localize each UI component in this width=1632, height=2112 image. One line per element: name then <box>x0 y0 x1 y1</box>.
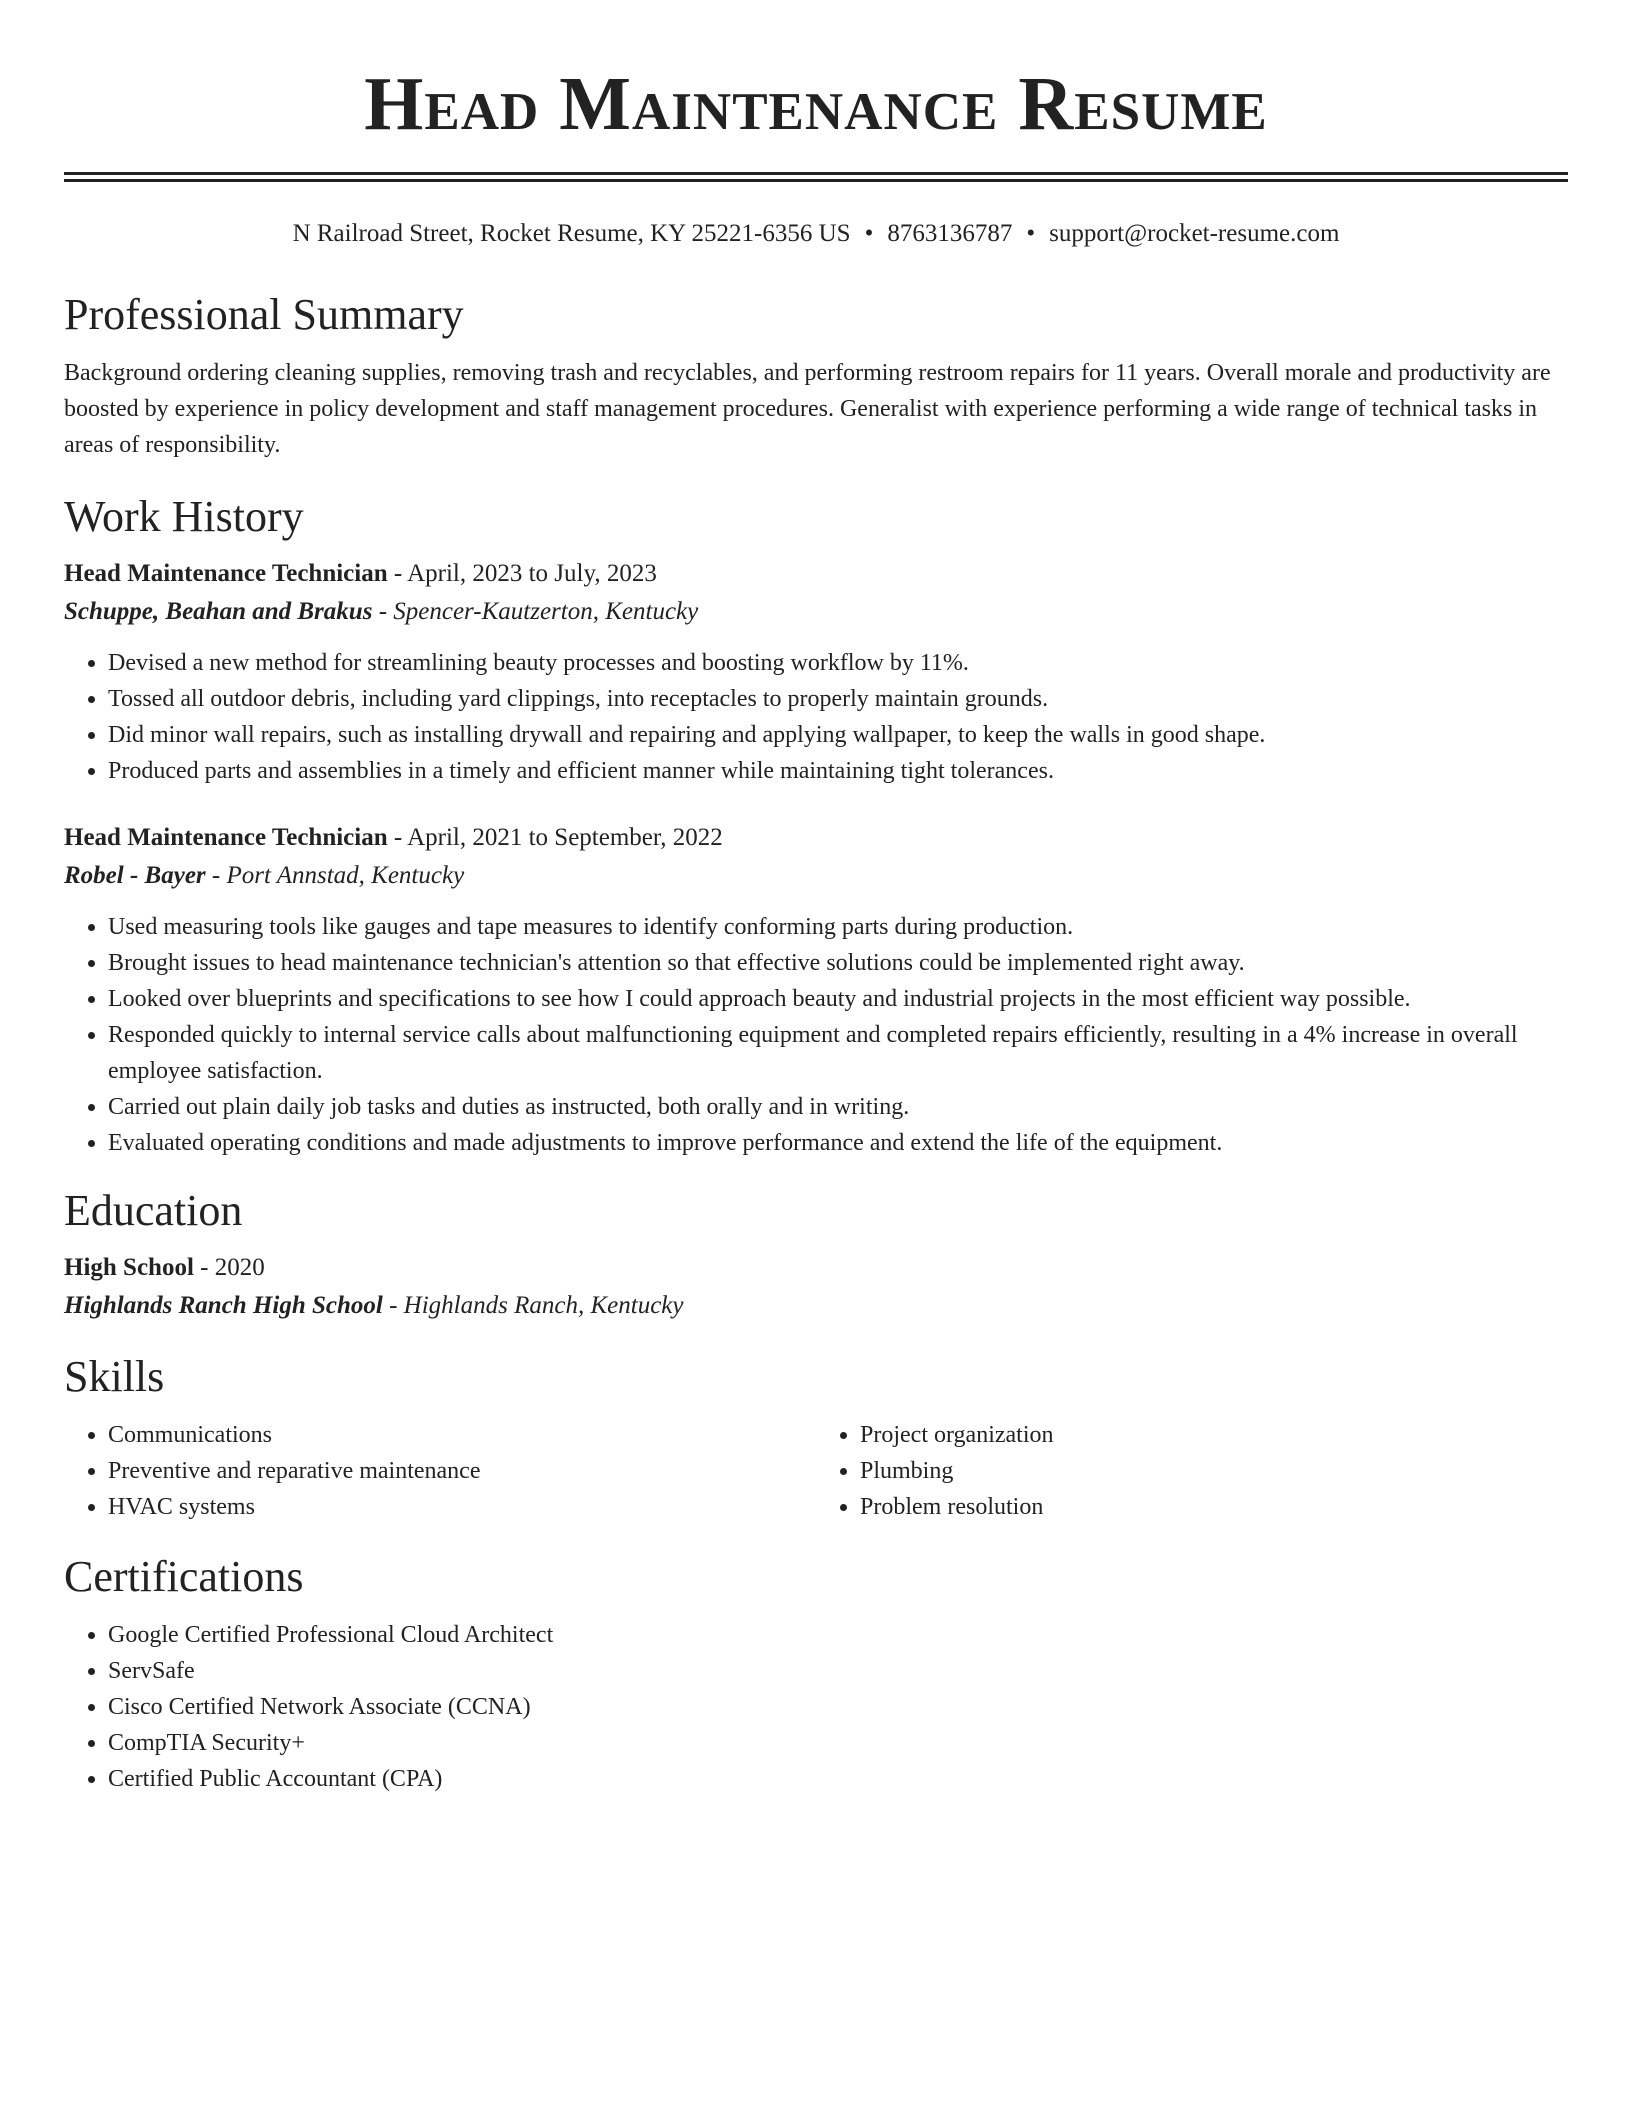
job-title-line <box>64 555 1568 593</box>
certification-item: • Certified Public Accountant (CPA) <box>108 1761 1568 1797</box>
job-company-line <box>64 857 1568 895</box>
title-divider-bottom <box>64 179 1568 182</box>
contact-email: support@rocket-resume.com <box>1049 220 1340 247</box>
list-item: • Devised a new method for streamlining beauty processes and boosting workflow by 11%. <box>108 645 1568 681</box>
job-entry <box>64 819 1568 1161</box>
summary-text: Background ordering cleaning supplies, removing trash and recyclables, and performing restroom repairs for 11 years. Overall morale and productivity are boosted by experience in policy development and staff management procedures. Generalist with experience performing a wide range of technical tasks in areas of responsibility. <box>64 360 1551 458</box>
list-item: • Did minor wall repairs, such as installing drywall and repairing and applying wallpaper, to keep the walls in good shape. <box>108 717 1568 753</box>
skills-columns <box>64 1417 1568 1525</box>
skills-list-right <box>816 1417 1568 1525</box>
resume-title: Head Maintenance Resume <box>364 62 1268 146</box>
job-title: Head Maintenance Technician <box>64 824 388 851</box>
list-item: • Responded quickly to internal service calls about malfunctioning equipment and completed repairs efficiently, resulting in a 4% increase in overall employee satisfaction. <box>108 1017 1568 1089</box>
contact-phone: 8763136787 <box>887 220 1013 247</box>
skill-item: • Project organization <box>860 1417 1568 1453</box>
skill-item: • Preventive and reparative maintenance <box>108 1453 816 1489</box>
certification-item: • CompTIA Security+ <box>108 1725 1568 1761</box>
list-item: • Evaluated operating conditions and made adjustments to improve performance and extend the life of the equipment. <box>108 1125 1568 1161</box>
summary-heading: Professional Summary <box>64 290 464 339</box>
job-location: - Port Annstad, Kentucky <box>205 862 465 889</box>
skill-item: • Communications <box>108 1417 816 1453</box>
contact-line <box>64 216 1568 252</box>
list-item: • Brought issues to head maintenance technician's attention so that effective solutions could be implemented right away. <box>108 945 1568 981</box>
contact-separator: • <box>864 220 874 247</box>
job-location: - Spencer-Kautzerton, Kentucky <box>372 598 699 625</box>
skills-heading: Skills <box>64 1352 165 1401</box>
job-duties-list <box>64 645 1568 789</box>
degree-line <box>64 1249 1568 1287</box>
job-entry <box>64 555 1568 789</box>
list-item: • Produced parts and assemblies in a timely and efficient manner while maintaining tight tolerances. <box>108 753 1568 789</box>
contact-separator: • <box>1026 220 1036 247</box>
education-heading: Education <box>64 1186 243 1235</box>
contact-address: N Railroad Street, Rocket Resume, KY 25221-6356 US <box>292 220 851 247</box>
degree: High School <box>64 1254 194 1281</box>
education-entry <box>64 1249 1568 1325</box>
job-dates: - April, 2021 to September, 2022 <box>387 824 723 851</box>
school-line <box>64 1287 1568 1325</box>
job-company: Robel - Bayer <box>64 862 206 889</box>
job-title-line <box>64 819 1568 857</box>
graduation-year: - 2020 <box>193 1254 265 1281</box>
skill-item: • Problem resolution <box>860 1489 1568 1525</box>
list-item: • Looked over blueprints and specifications to see how I could approach beauty and industrial projects in the most efficient way possible. <box>108 981 1568 1017</box>
job-duties-list <box>64 909 1568 1161</box>
certification-item: • Google Certified Professional Cloud Architect <box>108 1617 1568 1653</box>
school-name: Highlands Ranch High School <box>64 1292 383 1319</box>
list-item: • Carried out plain daily job tasks and duties as instructed, both orally and in writing. <box>108 1089 1568 1125</box>
job-title: Head Maintenance Technician <box>64 560 388 587</box>
school-location: - Highlands Ranch, Kentucky <box>382 1292 684 1319</box>
list-item: • Tossed all outdoor debris, including yard clippings, into receptacles to properly maintain grounds. <box>108 681 1568 717</box>
list-item: • Used measuring tools like gauges and tape measures to identify conforming parts during production. <box>108 909 1568 945</box>
certifications-list <box>64 1617 1568 1797</box>
title-divider-top <box>64 172 1568 175</box>
job-company-line <box>64 593 1568 631</box>
skills-list-left <box>64 1417 816 1525</box>
certifications-heading: Certifications <box>64 1552 304 1601</box>
work-history-heading: Work History <box>64 492 304 541</box>
certification-item: • Cisco Certified Network Associate (CCNA) <box>108 1689 1568 1725</box>
skill-item: • HVAC systems <box>108 1489 816 1525</box>
certification-item: • ServSafe <box>108 1653 1568 1689</box>
job-dates: - April, 2023 to July, 2023 <box>387 560 657 587</box>
skill-item: • Plumbing <box>860 1453 1568 1489</box>
job-company: Schuppe, Beahan and Brakus <box>64 598 373 625</box>
